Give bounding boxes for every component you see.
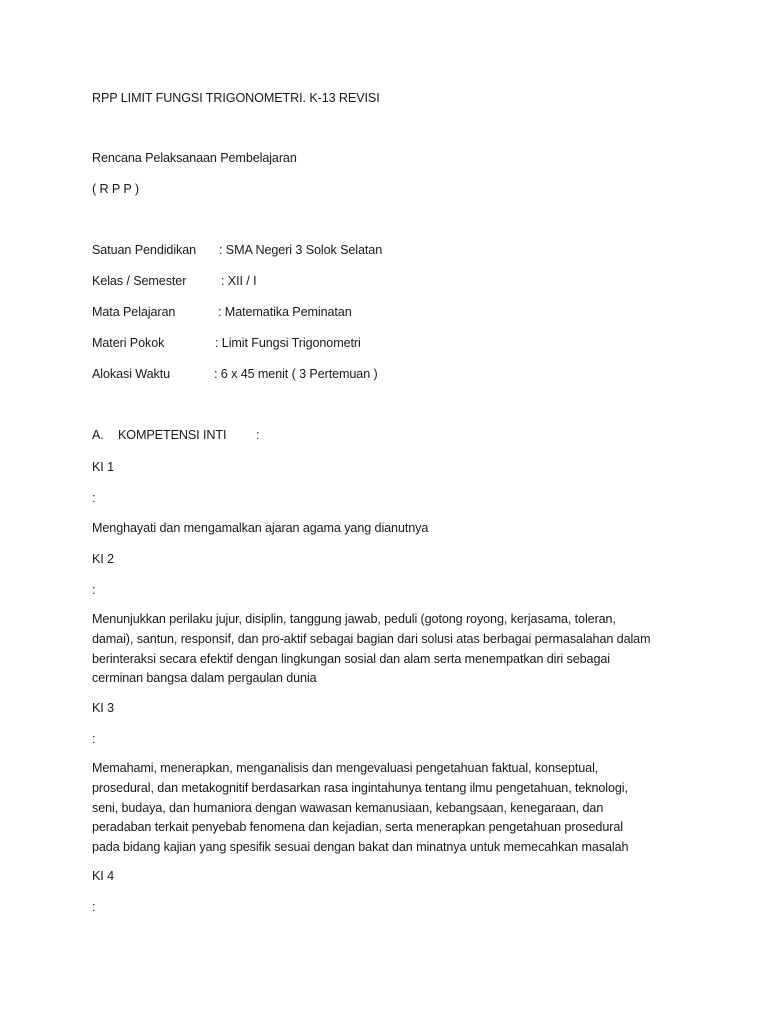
identity-value: : Limit Fungsi Trigonometri [215, 336, 361, 350]
ki-code: KI 2 [92, 552, 115, 566]
ki-description-line: damai), santun, responsif, dan pro-aktif sebagai bagian dari solusi atas berbagai permasalahan dalam [92, 631, 651, 646]
identity-label: Mata Pelajaran [92, 305, 176, 319]
ki-description [92, 759, 692, 858]
ki-colon: : [92, 491, 96, 505]
ki-description-line: seni, budaya, dan humaniora dengan wawasan kemanusiaan, kebangsaan, kenegaraan, dan [92, 800, 604, 815]
section-number: A. [92, 428, 104, 442]
identity-label: Satuan Pendidikan [92, 243, 197, 257]
identity-label: Materi Pokok [92, 336, 165, 350]
identity-value: : Matematika Peminatan [218, 305, 352, 319]
section-title: KOMPETENSI INTI [118, 428, 227, 442]
document-title: RPP LIMIT FUNGSI TRIGONOMETRI. K-13 REVISI [92, 91, 380, 105]
document-abbrev: ( R P P ) [92, 182, 139, 196]
section-colon: : [256, 428, 260, 442]
identity-value: : 6 x 45 menit ( 3 Pertemuan ) [214, 367, 378, 381]
identity-label: Alokasi Waktu [92, 367, 171, 381]
ki-description-line: Menunjukkan perilaku jujur, disiplin, tanggung jawab, peduli (gotong royong, kerjasama, toleran, [92, 612, 616, 626]
identity-value: : SMA Negeri 3 Solok Selatan [219, 243, 383, 257]
ki-description [92, 519, 692, 539]
ki-description-line: peradaban terkait penyebab fenomena dan kejadian, serta menerapkan pengetahuan prosedural [92, 820, 623, 835]
ki-code: KI 4 [92, 869, 115, 883]
ki-code: KI 3 [92, 701, 115, 715]
ki-colon: : [92, 732, 96, 746]
ki-description-line: Memahami, menerapkan, menganalisis dan mengevaluasi pengetahuan faktual, konseptual, [92, 761, 599, 775]
ki-colon: : [92, 583, 96, 597]
ki-description-line: berinteraksi secara efektif dengan lingkungan sosial dan alam serta menempatkan diri sebagai [92, 651, 610, 666]
ki-code: KI 1 [92, 460, 115, 474]
identity-value: : XII / I [221, 274, 257, 288]
ki-description-line: Menghayati dan mengamalkan ajaran agama yang dianutnya [92, 521, 429, 535]
ki-colon: : [92, 900, 96, 914]
ki-description-line: prosedural, dan metakognitif berdasarkan rasa ingintahunya tentang ilmu pengetahuan, teknologi, [92, 780, 628, 795]
ki-description [92, 610, 692, 689]
identity-label: Kelas / Semester [92, 274, 187, 288]
ki-description-line: cerminan bangsa dalam pergaulan dunia [92, 671, 317, 686]
ki-description-line: pada bidang kajian yang spesifik sesuai dengan bakat dan minatnya untuk memecahkan masalah [92, 840, 629, 855]
document-heading: Rencana Pelaksanaan Pembelajaran [92, 151, 297, 165]
